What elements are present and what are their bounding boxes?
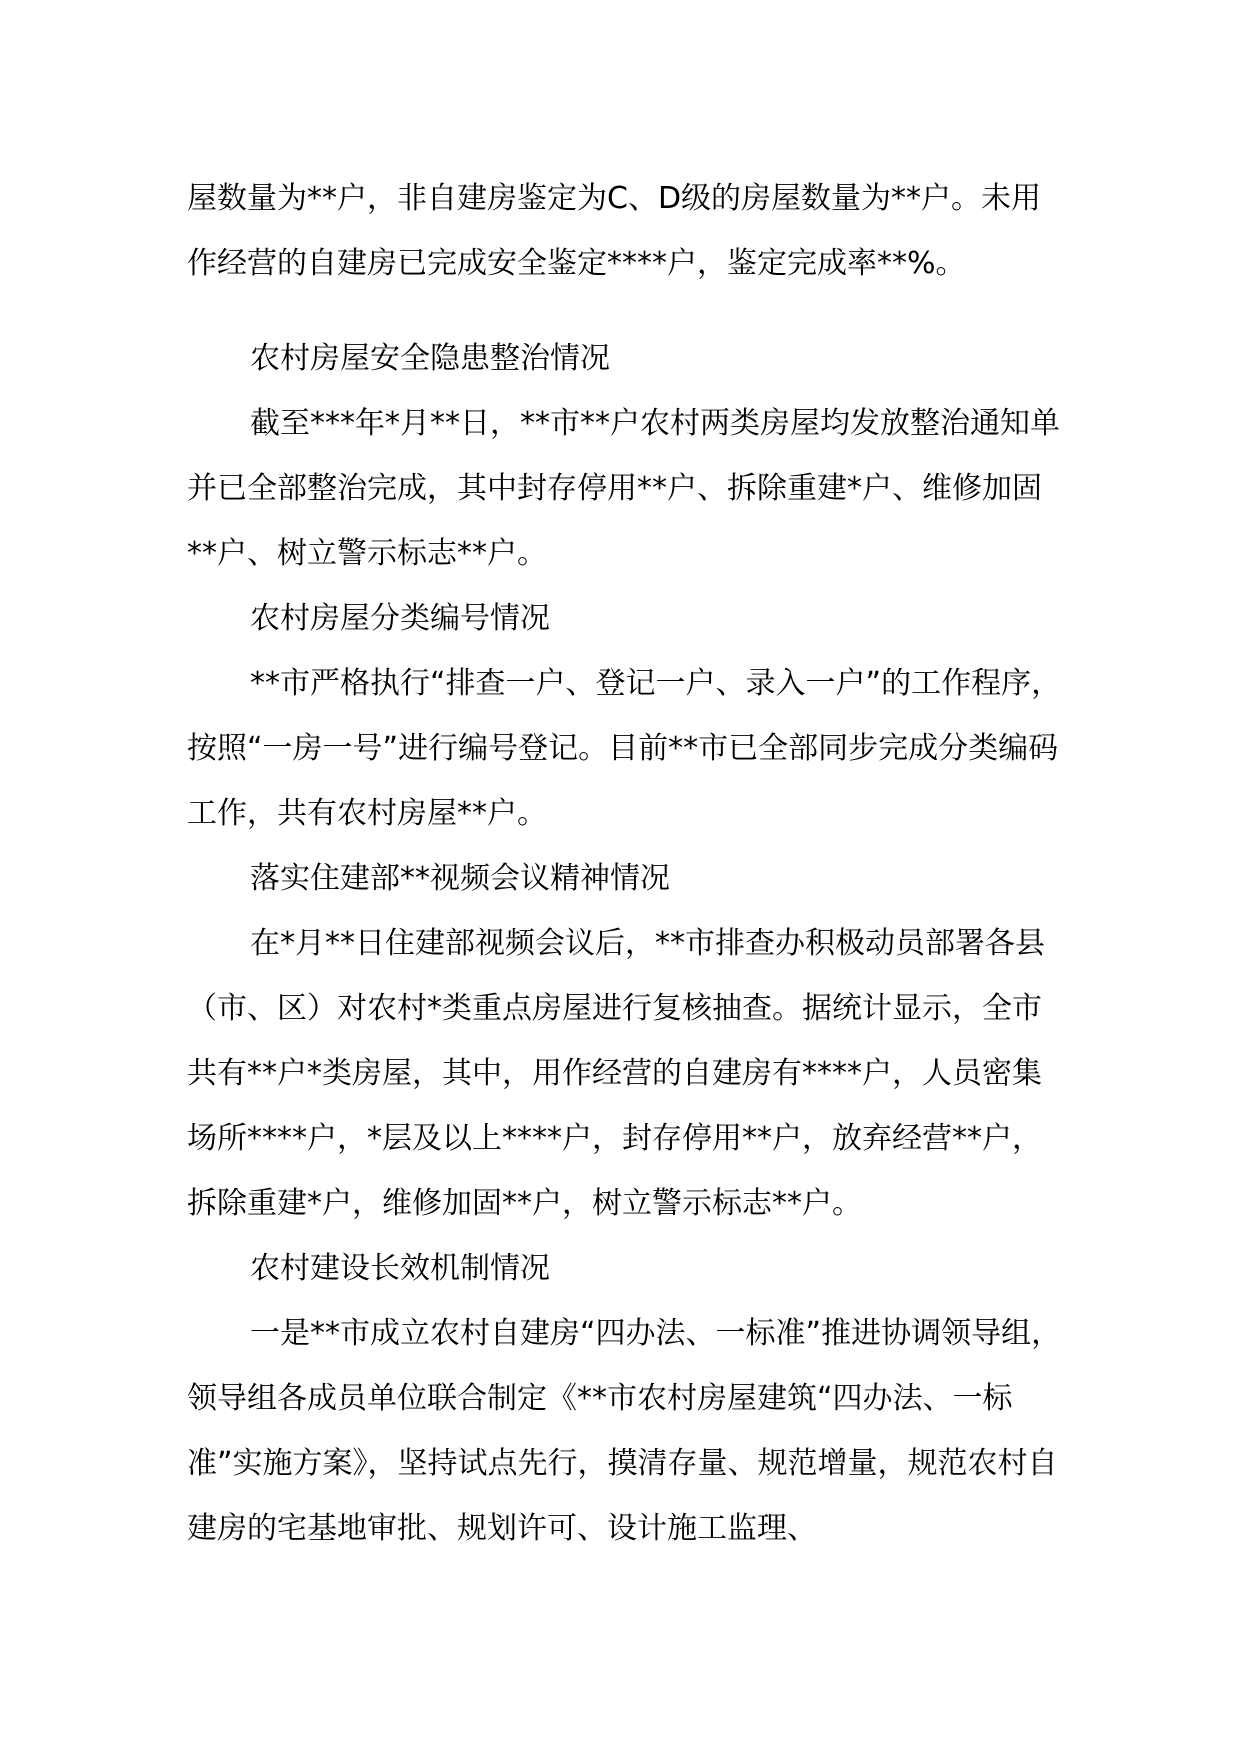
section-paragraph-video-meeting: 在*月**日住建部视频会议后，**市排查办积极动员部署各县（市、区）对农村*类重点房屋进行复核抽查。据统计显示，全市共有**户*类房屋，其中，用作经营的自建房有****户，人员密集场所****户，*层及以上****户，封存停用**户，放弃经营**户，拆除重建*户，维修加固**户，树立警示标志**户。 [187,926,1045,1221]
opening-paragraph: 屋数量为**户，非自建房鉴定为C、D级的房屋数量为**户。未用作经营的自建房已完成安全鉴定****户，鉴定完成率**%。 [187,181,1042,281]
main-text-block [187,326,1067,1561]
section-heading-long-term-mechanism: 农村建设长效机制情况 [250,1251,550,1286]
section-paragraph-remediation: 截至***年*月**日，**市**户农村两类房屋均发放整治通知单并已全部整治完成，其中封存停用**户、拆除重建*户、维修加固**户、树立警示标志**户。 [187,406,1060,571]
opening-text-block [187,166,1067,296]
section-heading-remediation: 农村房屋安全隐患整治情况 [250,341,610,376]
section-paragraph-long-term-mechanism: 一是**市成立农村自建房“四办法、一标准”推进协调领导组，领导组各成员单位联合制定《**市农村房屋建筑“四办法、一标准”实施方案》，坚持试点先行，摸清存量、规范增量，规范农村自建房的宅基地审批、规划许可、设计施工监理、 [187,1316,1062,1546]
section-heading-video-meeting: 落实住建部**视频会议精神情况 [250,861,670,896]
section-heading-classification: 农村房屋分类编号情况 [250,601,550,636]
section-paragraph-classification: **市严格执行“排查一户、登记一户、录入一户”的工作程序，按照“一房一号”进行编号登记。目前**市已全部同步完成分类编码工作，共有农村房屋**户。 [187,666,1062,831]
